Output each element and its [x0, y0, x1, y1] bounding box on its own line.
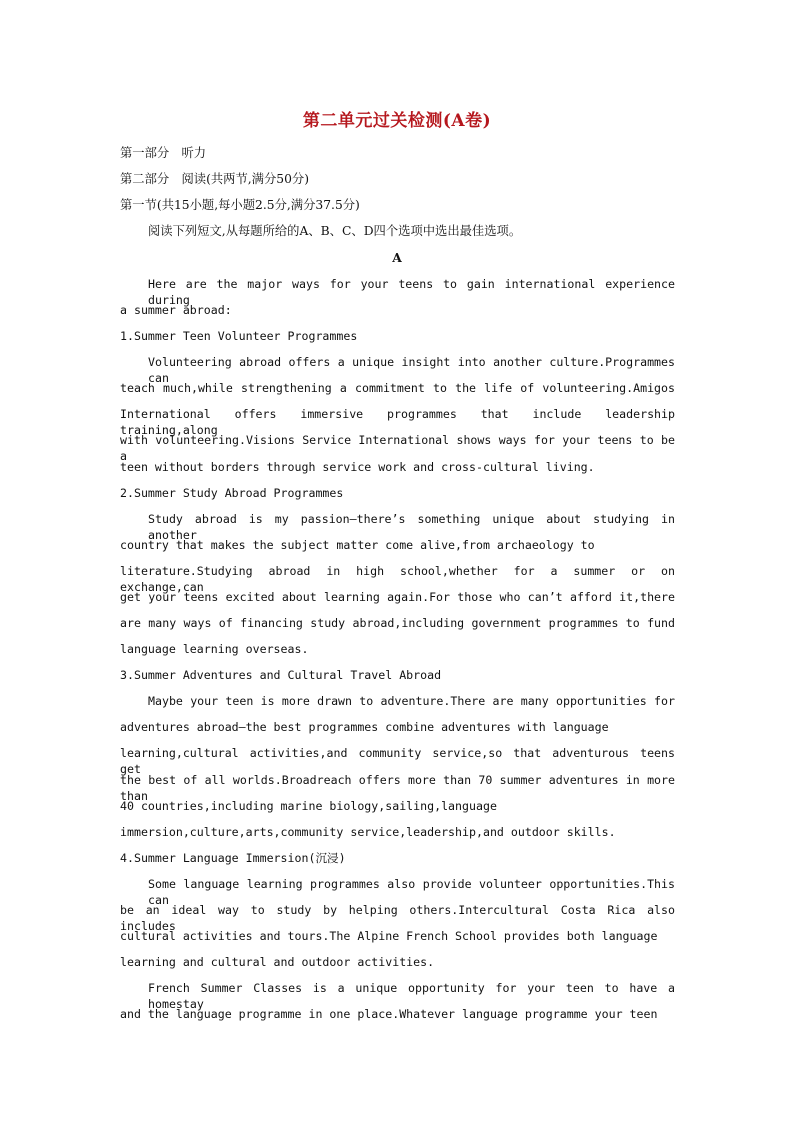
- passage-line: language learning overseas.: [120, 642, 309, 656]
- passage-label: A: [392, 250, 402, 265]
- passage-line: 40 countries,including marine biology,sailing,language: [120, 799, 497, 813]
- passage-line: the best of all worlds.Broadreach offers more than 70 summer adventures in more than: [120, 773, 675, 803]
- passage-line: International offers immersive programmes that include leadership training,along: [120, 407, 675, 437]
- passage-line: Volunteering abroad offers a unique insight into another culture.Programmes can: [148, 355, 675, 385]
- passage-line: get your teens excited about learning again.For those who can’t afford it,there: [120, 590, 675, 604]
- passage-line: learning,cultural activities,and community service,so that adventurous teens get: [120, 746, 675, 776]
- passage-line: Here are the major ways for your teens to gain international experience during: [148, 277, 675, 307]
- passage-line: teach much,while strengthening a commitment to the life of volunteering.Amigos: [120, 381, 675, 395]
- passage-line: learning and cultural and outdoor activities.: [120, 955, 435, 969]
- passage-line: cultural activities and tours.The Alpine French School provides both language: [120, 929, 658, 943]
- passage-line: Study abroad is my passion—there’s something unique about studying in another: [148, 512, 675, 542]
- part2-heading: 第二部分 阅读(共两节,满分50分): [120, 172, 310, 186]
- passage-line: with volunteering.Visions Service International shows ways for your teens to be a: [120, 433, 675, 463]
- subheading-volunteer: 1.Summer Teen Volunteer Programmes: [120, 329, 358, 343]
- section1-heading: 第一节(共15小题,每小题2.5分,满分37.5分): [120, 198, 360, 212]
- passage-line: French Summer Classes is a unique opportunity for your teen to have a homestay: [148, 981, 675, 1011]
- passage-line: are many ways of financing study abroad,including government programmes to fund: [120, 616, 675, 630]
- instruction-text: 阅读下列短文,从每题所给的A、B、C、D四个选项中选出最佳选项。: [148, 224, 522, 238]
- subheading-study-abroad: 2.Summer Study Abroad Programmes: [120, 486, 344, 500]
- passage-line: country that makes the subject matter come alive,from archaeology to: [120, 538, 595, 552]
- passage-line: and the language programme in one place.Whatever language programme your teen: [120, 1007, 658, 1021]
- subheading-language-immersion: 4.Summer Language Immersion(沉浸): [120, 851, 346, 865]
- passage-line: be an ideal way to study by helping others.Intercultural Costa Rica also includes: [120, 903, 675, 933]
- passage-line: adventures abroad—the best programmes combine adventures with language: [120, 720, 609, 734]
- passage-line: immersion,culture,arts,community service,leadership,and outdoor skills.: [120, 825, 616, 839]
- passage-line: teen without borders through service work and cross-cultural living.: [120, 460, 595, 474]
- part1-heading: 第一部分 听力: [120, 146, 207, 160]
- page-title: 第二单元过关检测(A卷): [302, 111, 492, 131]
- passage-line: Some language learning programmes also provide volunteer opportunities.This can: [148, 877, 675, 907]
- passage-line: literature.Studying abroad in high school,whether for a summer or on exchange,can: [120, 564, 675, 594]
- subheading-adventures: 3.Summer Adventures and Cultural Travel Abroad: [120, 668, 442, 682]
- passage-line: a summer abroad:: [120, 303, 232, 317]
- passage-line: Maybe your teen is more drawn to adventure.There are many opportunities for: [148, 694, 675, 708]
